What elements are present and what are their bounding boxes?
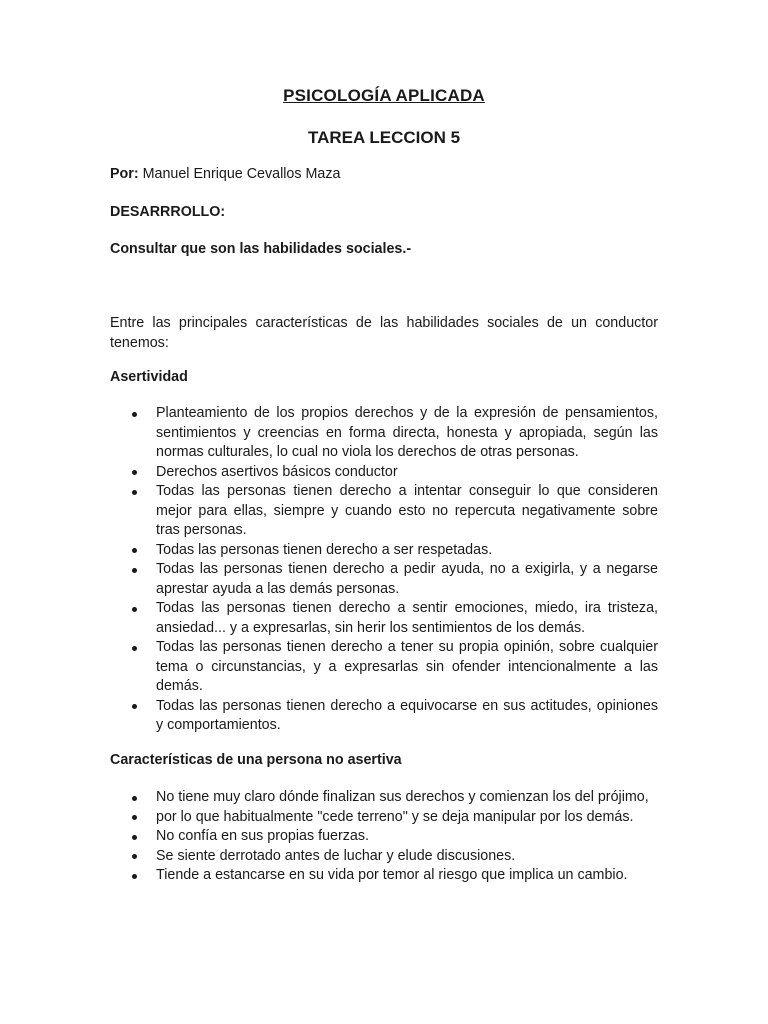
document-title: PSICOLOGÍA APLICADA xyxy=(283,86,485,105)
asertividad-heading: Asertividad xyxy=(110,369,188,385)
question-heading: Consultar que son las habilidades sociales.- xyxy=(110,241,412,257)
list-item: Todas las personas tienen derecho a pedir ayuda, no a exigirla, y a negarse aprestar ayuda a las demás personas. xyxy=(110,560,658,599)
list-item: Todas las personas tienen derecho a intentar conseguir lo que consideren mejor para ellas, siempre y cuando esto no repercuta negativamente sobre tras personas. xyxy=(110,482,658,541)
list-item: Se siente derrotado antes de luchar y elude discusiones. xyxy=(110,847,658,867)
bullet-icon xyxy=(132,646,137,651)
bullet-icon xyxy=(132,548,137,553)
author-line xyxy=(110,166,658,182)
bullet-icon xyxy=(132,607,137,612)
bullet-icon xyxy=(132,568,137,573)
list-item: Todas las personas tienen derecho a sentir emociones, miedo, ira tristeza, ansiedad... y a expresarlas, sin herir los sentimientos de los demás. xyxy=(110,599,658,638)
bullet-icon xyxy=(132,835,137,840)
intro-paragraph: Entre las principales características de las habilidades sociales de un conductor tenemos: xyxy=(110,315,658,351)
list-item: Todas las personas tienen derecho a equivocarse en sus actitudes, opiniones y comportamientos. xyxy=(110,697,658,736)
list-item: Todas las personas tienen derecho a ser respetadas. xyxy=(110,541,658,561)
author-name: Manuel Enrique Cevallos Maza xyxy=(142,166,341,182)
author-label: Por: xyxy=(110,166,139,182)
list-item: No tiene muy claro dónde finalizan sus derechos y comienzan los del prójimo, xyxy=(110,788,658,808)
bullet-icon xyxy=(132,704,137,709)
list-item: No confía en sus propias fuerzas. xyxy=(110,827,658,847)
list-item: Todas las personas tienen derecho a tener su propia opinión, sobre cualquier tema o circunstancias, y a expresarlas sin ofender intencionalmente a las demás. xyxy=(110,638,658,697)
asertividad-list xyxy=(110,404,658,736)
list-item: Derechos asertivos básicos conductor xyxy=(110,463,658,483)
bullet-icon xyxy=(132,490,137,495)
list-item: Planteamiento de los propios derechos y de la expresión de pensamientos, sentimientos y creencias en forma directa, honesta y apropiada, según las normas culturales, lo cual no viola los derechos de otras personas. xyxy=(110,404,658,463)
document-subtitle: TAREA LECCION 5 xyxy=(307,128,461,147)
bullet-icon xyxy=(132,815,137,820)
list-item: por lo que habitualmente "cede terreno" y se deja manipular por los demás. xyxy=(110,808,658,828)
bullet-icon xyxy=(132,874,137,879)
no-asertiva-heading: Características de una persona no asertiva xyxy=(110,752,402,768)
section-heading: DESARRROLLO: xyxy=(110,204,226,220)
bullet-icon xyxy=(132,854,137,859)
bullet-icon xyxy=(132,796,137,801)
no-asertiva-list xyxy=(110,788,658,886)
list-item: Tiende a estancarse en su vida por temor al riesgo que implica un cambio. xyxy=(110,866,658,886)
bullet-icon xyxy=(132,412,137,417)
bullet-icon xyxy=(132,470,137,475)
